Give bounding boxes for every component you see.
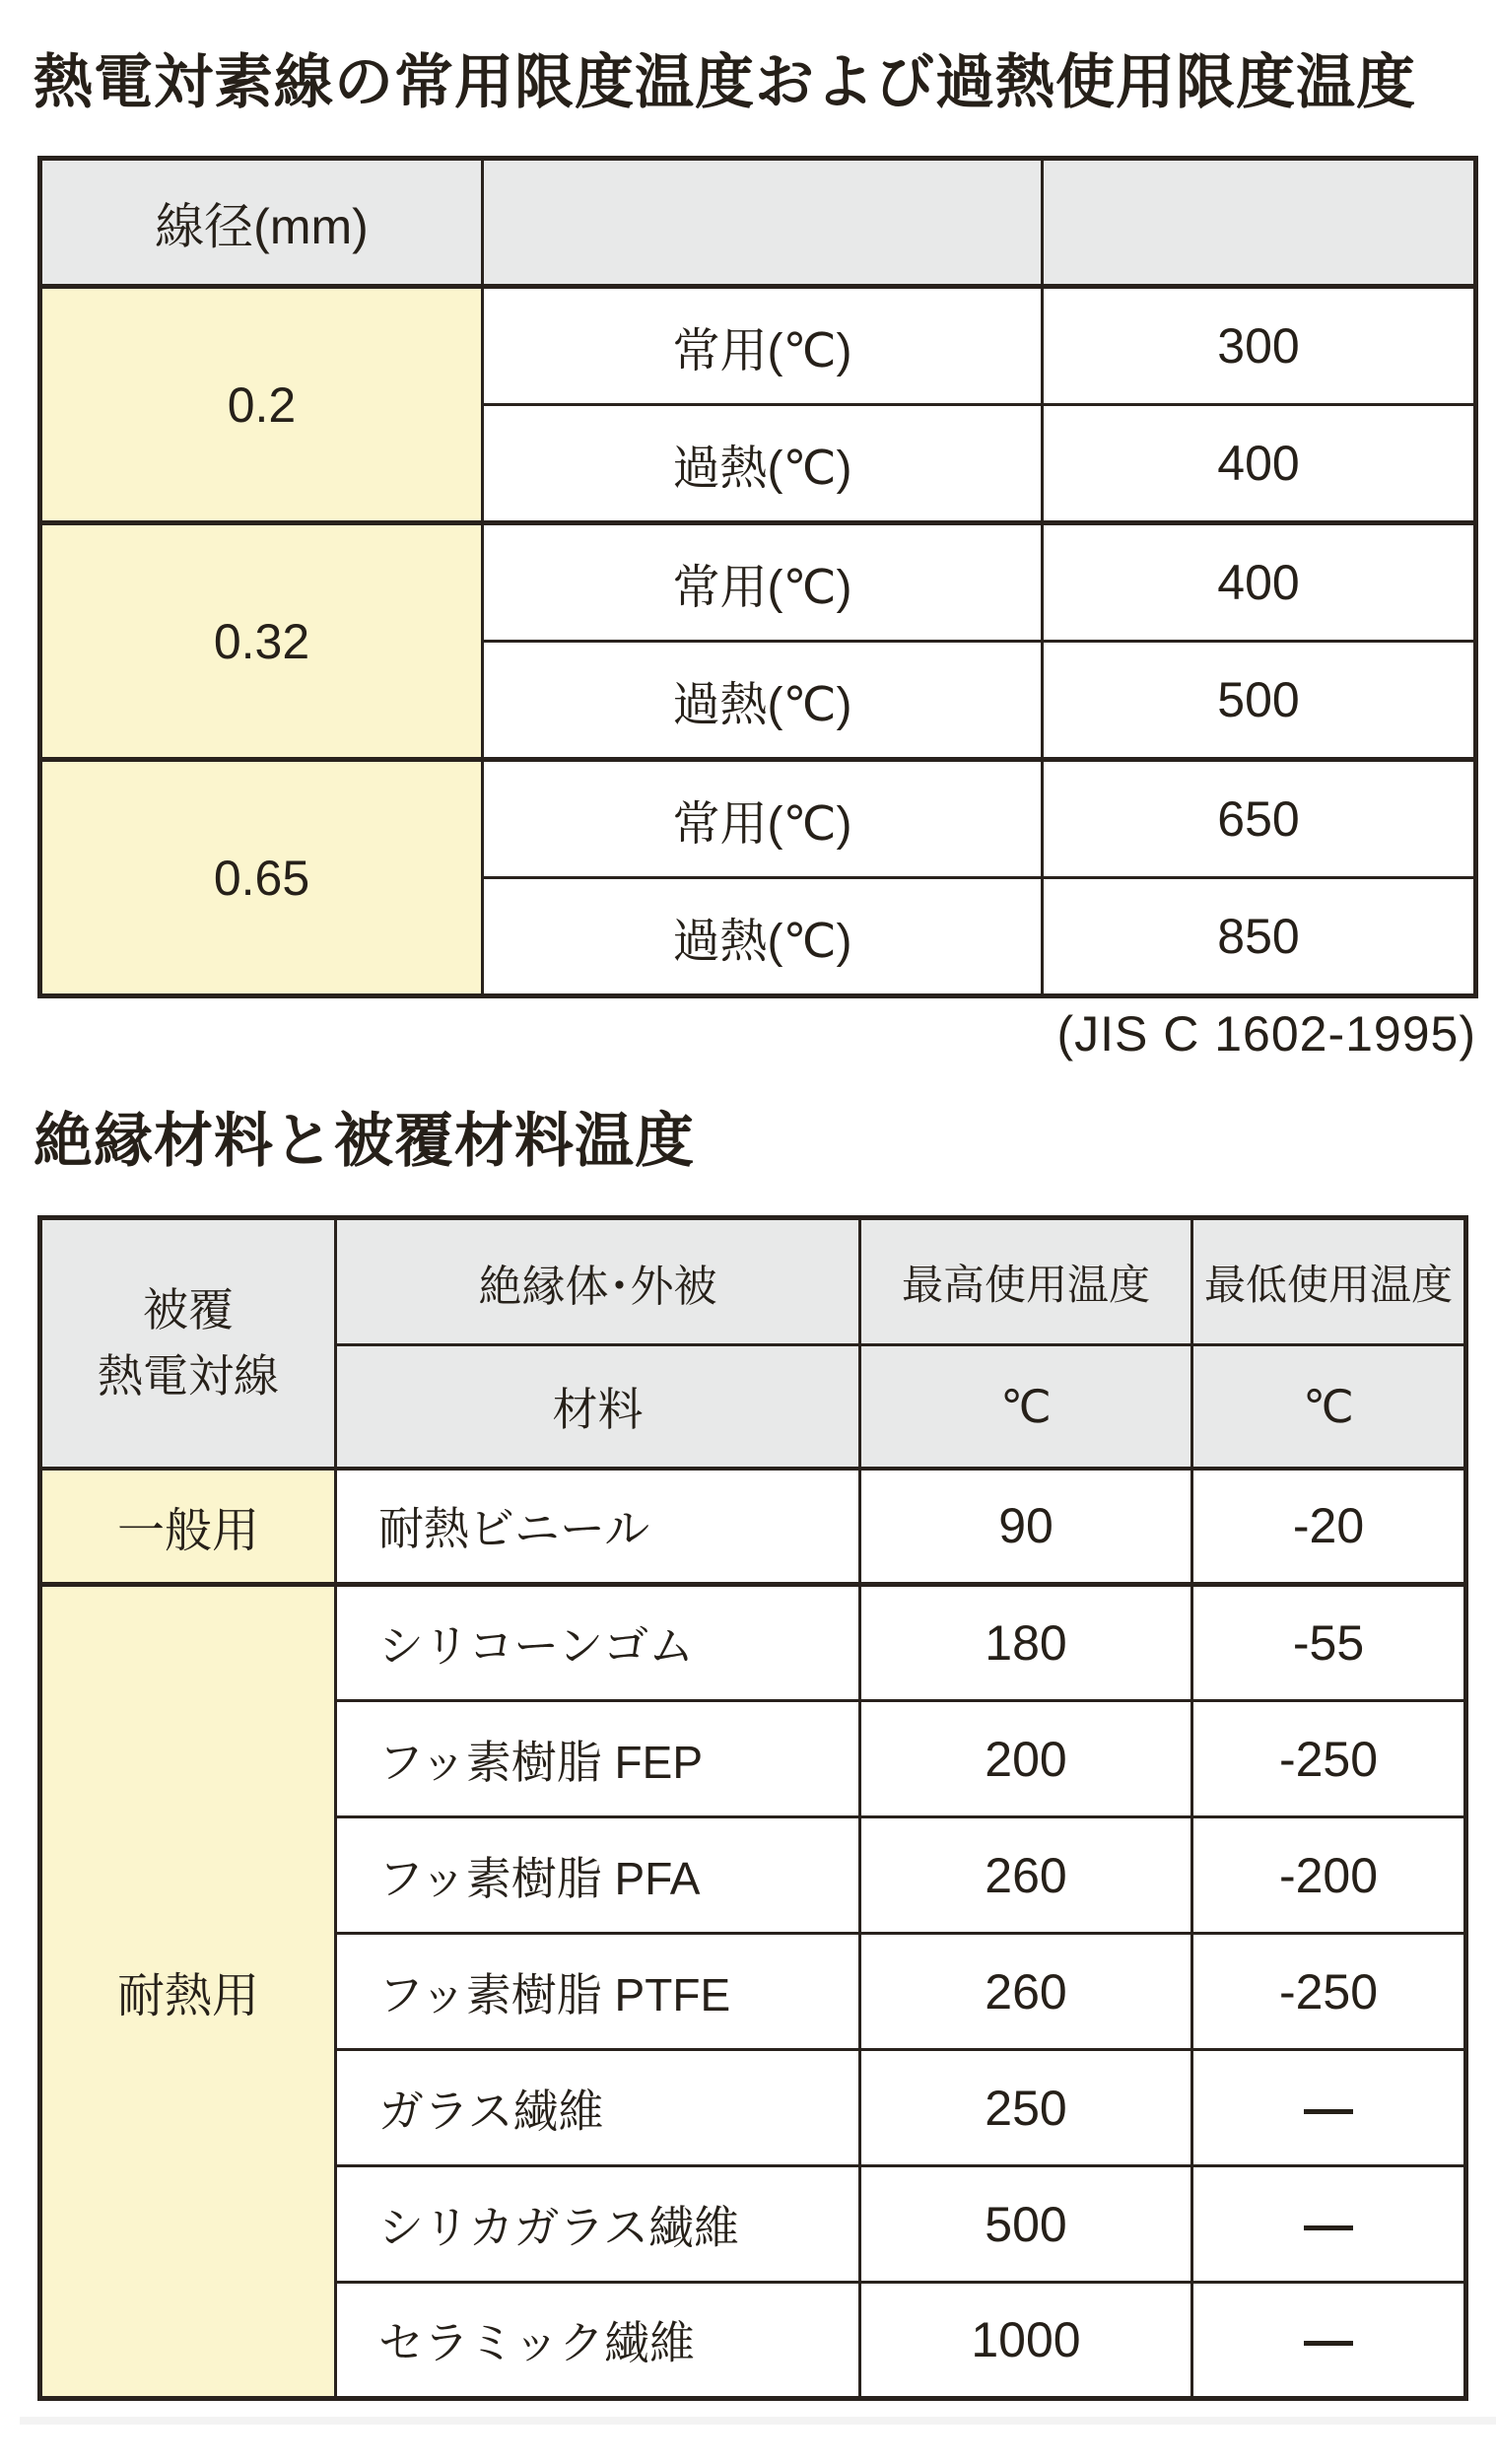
cell-material: シリコーンゴム (336, 1585, 860, 1701)
cell-max-temp: 260 (860, 1934, 1192, 2050)
cell-min-temp: -55 (1192, 1585, 1466, 1701)
cell-material: セラミック繊維 (336, 2283, 860, 2399)
table1-header-spacer-2 (1043, 159, 1476, 287)
table1-row (40, 523, 1476, 642)
insulation-material-temp-table (37, 1215, 1468, 2401)
table2-header-max-unit: ℃ (860, 1345, 1192, 1469)
thermocouple-wire-temp-table (37, 156, 1478, 998)
cell-max-temp: 250 (860, 2050, 1192, 2166)
cell-max-temp: 200 (860, 1701, 1192, 1817)
cell-max-temp: 90 (860, 1469, 1192, 1585)
cell-material: ガラス繊維 (336, 2050, 860, 2166)
cell-max-temp: 260 (860, 1817, 1192, 1934)
cell-usage-label: 常用(℃) (483, 760, 1043, 878)
cell-usage-label: 過熱(℃) (483, 405, 1043, 523)
cell-material: シリカガラス繊維 (336, 2166, 860, 2283)
cell-min-temp: — (1192, 2283, 1466, 2399)
table2-row (40, 1585, 1466, 1701)
cell-max-temp: 500 (860, 2166, 1192, 2283)
cell-diameter-0.65: 0.65 (40, 760, 483, 996)
table1-header-spacer-1 (483, 159, 1043, 287)
cell-max-temp: 180 (860, 1585, 1192, 1701)
cell-usage-label: 過熱(℃) (483, 878, 1043, 996)
cell-temp-value: 300 (1043, 287, 1476, 405)
cell-category-heat-resistant: 耐熱用 (40, 1585, 336, 2399)
header-line1: 被覆 (143, 1284, 234, 1336)
cell-material: フッ素樹脂 FEP (336, 1701, 860, 1817)
table2-header-material: 材料 (336, 1345, 860, 1469)
cell-diameter-0.32: 0.32 (40, 523, 483, 760)
table1-header-row (40, 159, 1476, 287)
table1-header-diameter: 線径(mm) (40, 159, 483, 287)
page-section-divider (20, 2417, 1496, 2425)
table2-row-general (40, 1469, 1466, 1585)
cell-min-temp: — (1192, 2050, 1466, 2166)
table1-row (40, 287, 1476, 405)
table1-row (40, 760, 1476, 878)
table2-header-min-unit: ℃ (1192, 1345, 1466, 1469)
cell-temp-value: 400 (1043, 405, 1476, 523)
cell-temp-value: 400 (1043, 523, 1476, 642)
header-line2: 熱電対線 (98, 1349, 279, 1402)
cell-usage-label: 常用(℃) (483, 523, 1043, 642)
cell-min-temp: — (1192, 2166, 1466, 2283)
table1-title: 熱電対素線の常用限度温度および過熱使用限度温度 (34, 49, 1416, 115)
cell-min-temp: -250 (1192, 1934, 1466, 2050)
cell-usage-label: 常用(℃) (483, 287, 1043, 405)
table2-header-row-top (40, 1218, 1466, 1345)
cell-temp-value: 650 (1043, 760, 1476, 878)
cell-material: フッ素樹脂 PFA (336, 1817, 860, 1934)
cell-category-general: 一般用 (40, 1469, 336, 1585)
jis-standard-note: (JIS C 1602-1995) (1056, 1006, 1476, 1061)
table2-header-coated-wire (40, 1218, 336, 1469)
cell-min-temp: -250 (1192, 1701, 1466, 1817)
cell-min-temp: -20 (1192, 1469, 1466, 1585)
cell-temp-value: 850 (1043, 878, 1476, 996)
table2-header-insulator-sheath: 絶縁体･外被 (336, 1218, 860, 1345)
cell-material: フッ素樹脂 PTFE (336, 1934, 860, 2050)
cell-temp-value: 500 (1043, 642, 1476, 760)
cell-min-temp: -200 (1192, 1817, 1466, 1934)
table2-header-min-temp: 最低使用温度 (1192, 1218, 1466, 1345)
table2-title: 絶縁材料と被覆材料温度 (34, 1108, 695, 1174)
table2-header-max-temp: 最高使用温度 (860, 1218, 1192, 1345)
cell-material: 耐熱ビニール (336, 1469, 860, 1585)
cell-diameter-0.2: 0.2 (40, 287, 483, 523)
cell-usage-label: 過熱(℃) (483, 642, 1043, 760)
cell-max-temp: 1000 (860, 2283, 1192, 2399)
